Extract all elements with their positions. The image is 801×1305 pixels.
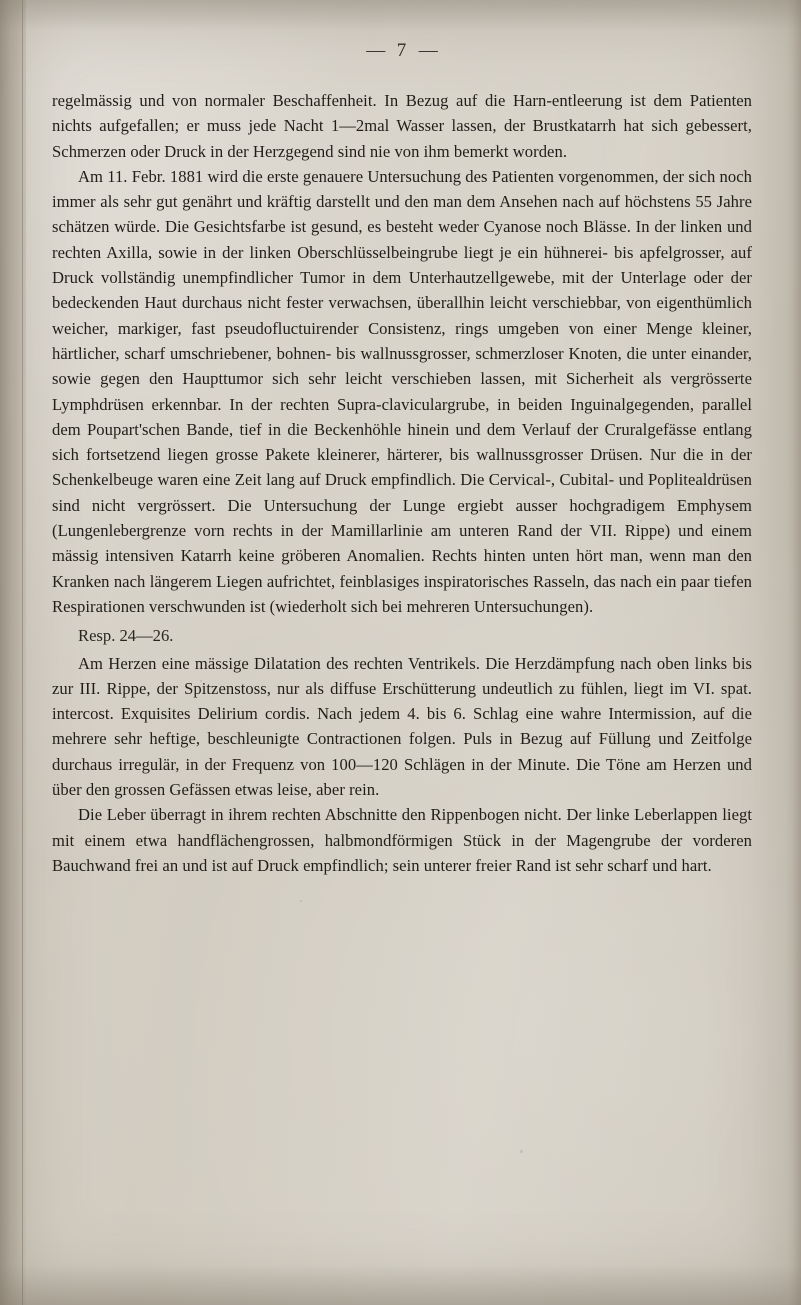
paragraph-4: Die Leber überragt in ihrem rechten Abschnitte den Rippenbogen nicht. Der linke Leberlappen liegt mit einem etwa handflächengrossen, halbmondförmigen Stück in der Magengrube der vorderen Bauchwand frei an und ist auf Druck empfindlich; sein unterer freier Rand ist sehr scharf und hart. bbox=[52, 805, 752, 875]
page-content bbox=[52, 40, 752, 878]
folio-dash-left: — bbox=[366, 40, 386, 61]
paragraph-1: regelmässig und von normaler Beschaffenheit. In Bezug auf die Harn-entleerung ist dem Patienten nichts aufgefallen; er muss jede Nacht 1—2mal Wasser lassen, der Brustkatarrh hat sich gebessert, Schmerzen oder Druck in der Herzgegend sind nie von ihm bemerkt worden. bbox=[52, 91, 752, 161]
resp-line: Resp. 24—26. bbox=[78, 626, 174, 646]
paper-speckle bbox=[520, 1150, 523, 1153]
page-top-shadow bbox=[0, 0, 801, 30]
page-right-edge-shadow bbox=[787, 0, 801, 1305]
paper-speckle bbox=[300, 900, 302, 902]
page-number bbox=[52, 40, 752, 62]
page-bottom-shadow bbox=[0, 1265, 801, 1305]
folio-dash-right: — bbox=[418, 40, 438, 61]
paragraph-3: Am Herzen eine mässige Dilatation des rechten Ventrikels. Die Herzdämpfung nach oben links bis zur III. Rippe, der Spitzenstoss, nur als diffuse Erschütterung undeutlich zu fühlen, liegt im VI. spat. intercost. Exquisites Delirium cordis. Nach jedem 4. bis 6. Schlag eine wahre Intermission, auf die mehrere sehr heftige, beschleunigte Contractionen folgen. Puls in Bezug auf Füllung und Zeitfolge durchaus irregulär, in der Frequenz von 100—120 Schlägen in der Minute. Die Töne am Herzen und über den grossen Gefässen etwas leise, aber rein. bbox=[52, 653, 752, 800]
page-left-edge-line bbox=[22, 0, 23, 1305]
paragraph-2: Am 11. Febr. 1881 wird die erste genauere Untersuchung des Patienten vorgenommen, der sich noch immer als sehr gut genährt und kräftig darstellt und den man dem Ansehen nach auf höchstens 55 Jahre schätzen würde. Die Gesichtsfarbe ist gesund, es besteht weder Cyanose noch Blässe. In der linken und rechten Axilla, sowie in der linken Oberschlüsselbeingrube liegt je ein hühnerei- bis apfelgrosser, auf Druck vollständig unempfindlicher Tumor in dem Unterhautzellgewebe, mit der Unterlage oder der bedeckenden Haut durchaus nicht fester verwachsen, überallhin leicht verschiebbar, von eigenthümlich weicher, markiger, fast pseudofluctuirender Consistenz, rings umgeben von einer Menge kleiner, härtlicher, scharf umschriebener, bohnen- bis wallnussgrosser, schmerzloser Knoten, die unter einander, sowie gegen den Haupttumor sich sehr leicht verschieben lassen, mit Sicherheit als vergrösserte Lymphdrüsen erkennbar. In der rechten Supra-claviculargrube, in beiden Inguinalgegenden, parallel dem Poupart'schen Bande, tief in die Beckenhöhle hinein und dem Verlauf der Cruralgefässe entlang sich fortsetzend liegen grosse Pakete kleinerer, härterer, bis wallnussgrosser Drüsen. Nur die in der Schenkelbeuge waren eine Zeit lang auf Druck empfindlich. Die Cervical-, Cubital- und Poplitealdrüsen sind nicht vergrössert. Die Untersuchung der Lunge ergiebt ausser hochgradigem Emphysem (Lungenlebergrenze vorn rechts in der Mamillarlinie am unteren Rand der VII. Rippe) und einem mässig intensiven Katarrh keine gröberen Anomalien. Rechts hinten unten hört man, wenn man den Kranken nach längerem Liegen aufrichtet, feinblasiges inspiratorisches Rasseln, das nach ein paar tiefen Respirationen verschwunden ist (wiederholt sich bei mehreren Untersuchungen). bbox=[52, 166, 752, 616]
folio-number: 7 bbox=[396, 40, 408, 61]
